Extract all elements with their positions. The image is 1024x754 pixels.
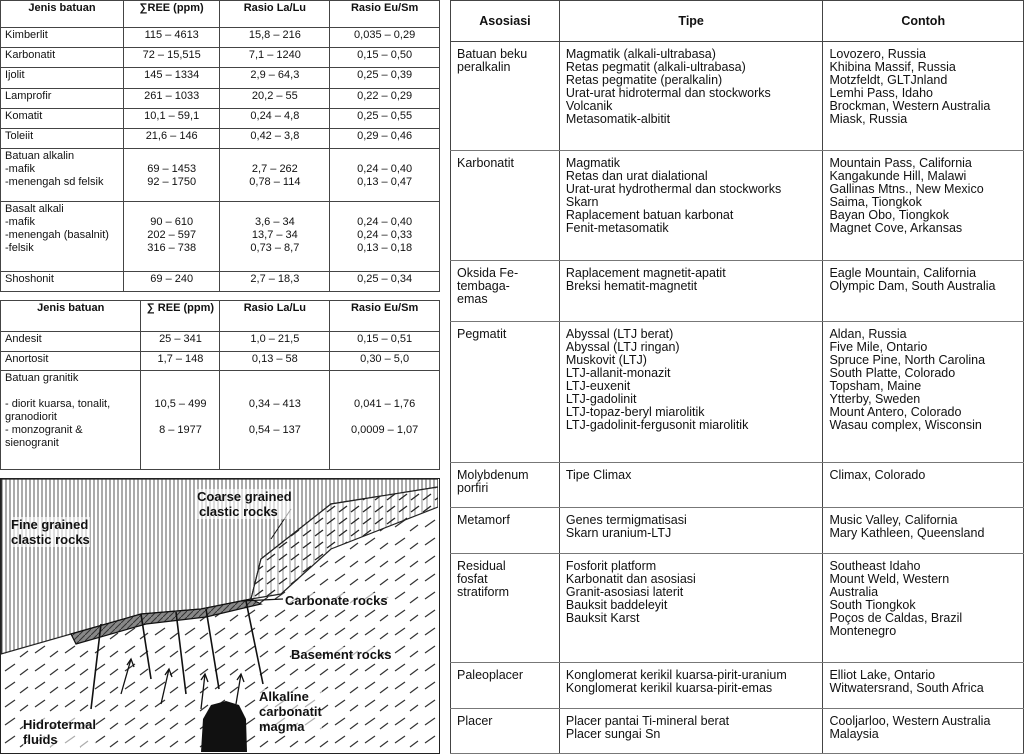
cell-jenis-line: Batuan granitik xyxy=(5,372,79,385)
col-header-jenis: Jenis batuan xyxy=(1,1,124,28)
cell-contoh-line: South Platte, Colorado xyxy=(829,365,956,380)
table-row xyxy=(1,129,440,149)
cell-tipe-line: Abyssal (LTJ ringan) xyxy=(565,339,680,354)
cell-contoh-line: Ytterby, Sweden xyxy=(829,391,921,406)
cell-tipe xyxy=(559,708,823,753)
cell-eusm xyxy=(330,88,440,108)
cell-eusm-line xyxy=(334,385,435,398)
cell-asosiasi-line: Oksida Fe- xyxy=(457,265,519,280)
cell-contoh-line: Miask, Russia xyxy=(829,112,908,126)
cell-tipe-line: Placer pantai Ti-mineral berat xyxy=(565,713,730,728)
col-header-eusm: Rasio Eu/Sm xyxy=(330,1,440,28)
cell-jenis-line: -mafik xyxy=(5,163,35,176)
cell-contoh-line: Topsham, Maine xyxy=(829,378,922,393)
cell-lalu-line xyxy=(224,203,325,216)
cell-ree-line: 10,1 – 59,1 xyxy=(144,109,200,122)
cell-jenis xyxy=(1,129,124,149)
cell-jenis xyxy=(1,351,141,371)
cell-tipe-line: Volcanik xyxy=(565,99,613,113)
cell-eusm-line: 0,24 – 0,33 xyxy=(357,229,413,242)
cell-tipe-line: Raplacement batuan karbonat xyxy=(565,208,734,223)
cell-jenis-line: Shoshonit xyxy=(5,272,54,285)
cell-contoh-line: South Tiongkok xyxy=(829,597,916,612)
cell-asosiasi-line: peralkalin xyxy=(457,60,511,74)
table-row xyxy=(451,708,1024,753)
cell-ree-line: 202 – 597 xyxy=(147,229,197,242)
cell-tipe-line: Retas dan urat dialational xyxy=(565,169,708,184)
cell-lalu xyxy=(220,351,330,371)
cell-contoh-line: Magnet Cove, Arkansas xyxy=(829,221,963,236)
cell-tipe-line: Retas pegmatit (alkali-ultrabasa) xyxy=(565,60,746,74)
cell-ree xyxy=(141,371,220,470)
cell-contoh-line: Kangakunde Hill, Malawi xyxy=(829,169,967,184)
cell-asosiasi-line: tembaga- xyxy=(457,278,510,293)
col-header-ree: ∑ REE (ppm) xyxy=(141,301,220,332)
cell-lalu-line: 2,9 – 64,3 xyxy=(250,69,300,82)
cell-contoh-line: Mary Kathleen, Queensland xyxy=(829,526,985,541)
label-fine-grained: Fine grained clastic rocks xyxy=(11,517,90,547)
cell-contoh-line: Five Mile, Ontario xyxy=(829,339,928,354)
table-row xyxy=(1,332,440,352)
cell-lalu-line: 2,7 – 262 xyxy=(251,163,298,176)
cell-lalu-line: 15,8 – 216 xyxy=(248,29,301,41)
cell-jenis-line: -felsik xyxy=(5,242,34,255)
cell-eusm-line: 0,041 – 1,76 xyxy=(354,398,416,411)
cell-jenis-line: -mafik xyxy=(5,216,35,229)
cell-lalu-line: 0,24 – 4,8 xyxy=(250,109,300,122)
cell-tipe-line: Muskovit (LTJ) xyxy=(565,352,647,367)
cell-lalu xyxy=(220,88,330,108)
cell-contoh xyxy=(823,321,1024,462)
cell-tipe-line: LTJ-euxenit xyxy=(565,378,631,393)
cell-asosiasi xyxy=(451,708,560,753)
cell-tipe-line: Genes termigmatisasi xyxy=(565,513,687,528)
cell-contoh-line: Music Valley, California xyxy=(829,513,958,528)
col-header-tipe: Tipe xyxy=(559,1,823,42)
cell-ree xyxy=(141,332,220,352)
cell-ree-line: 8 – 1977 xyxy=(159,424,202,437)
cell-lalu xyxy=(220,28,330,48)
cell-ree-line: 25 – 341 xyxy=(159,333,202,345)
cell-tipe-line: LTJ-gadolinit-fergusonit miarolitik xyxy=(565,417,749,432)
cell-jenis-line: Komatit xyxy=(5,109,43,122)
cell-lalu-line: 0,54 – 137 xyxy=(248,424,301,437)
table-header-row xyxy=(451,1,1024,42)
cell-contoh xyxy=(823,42,1024,151)
cell-tipe-line: Skarn uranium-LTJ xyxy=(565,526,672,541)
cell-jenis xyxy=(1,68,124,88)
col-header-lalu: Rasio La/Lu xyxy=(220,301,330,332)
cell-eusm-line xyxy=(334,150,435,163)
cell-jenis xyxy=(1,48,124,68)
carbonatite-geology-diagram xyxy=(0,478,440,754)
cell-tipe xyxy=(559,663,823,708)
cell-contoh-line: Brockman, Western Australia xyxy=(829,99,991,113)
col-header-jenis: Jenis batuan xyxy=(1,301,141,332)
table-row xyxy=(1,28,440,48)
cell-ree-line xyxy=(145,385,215,398)
table-row xyxy=(1,202,440,271)
table-row xyxy=(1,149,440,202)
cell-tipe-line: Konglomerat kerikil kuarsa-pirit-emas xyxy=(565,681,773,696)
label-alkaline-magma: Alkaline carbonatit magma xyxy=(259,689,322,734)
cell-tipe-line: Granit-asosiasi laterit xyxy=(565,584,684,599)
cell-jenis-line: Ijolit xyxy=(5,69,25,82)
cell-asosiasi xyxy=(451,663,560,708)
ree-deposit-table xyxy=(450,0,1024,754)
cell-tipe-line: LTJ-allanit-monazit xyxy=(565,365,671,380)
label-coarse-grained: Coarse grained clastic rocks xyxy=(197,489,292,519)
cell-eusm xyxy=(330,28,440,48)
cell-lalu xyxy=(220,108,330,128)
cell-contoh-line: Lovozero, Russia xyxy=(829,47,927,61)
cell-lalu-line: 0,13 – 58 xyxy=(251,352,298,365)
cell-ree-line xyxy=(145,411,215,424)
cell-tipe-line: Magmatik (alkali-ultrabasa) xyxy=(565,47,716,61)
cell-jenis-line: Batuan alkalin xyxy=(5,150,75,163)
cell-ree xyxy=(123,202,220,271)
cell-eusm-line: 0,13 – 0,47 xyxy=(357,176,413,189)
cell-tipe xyxy=(559,553,823,662)
cell-lalu xyxy=(220,68,330,88)
cell-jenis xyxy=(1,149,124,202)
cell-tipe-line: LTJ-topaz-beryl miarolitik xyxy=(565,404,705,419)
cell-tipe xyxy=(559,151,823,260)
cell-tipe-line: Raplacement magnetit-apatit xyxy=(565,265,726,280)
cell-contoh-line: Mount Antero, Colorado xyxy=(829,404,962,419)
cell-asosiasi-line: Residual xyxy=(457,558,506,573)
cell-lalu-line: 0,78 – 114 xyxy=(249,176,301,189)
cell-contoh-line: Bayan Obo, Tiongkok xyxy=(829,208,949,223)
cell-jenis-line xyxy=(5,385,136,398)
ree-table-1 xyxy=(0,0,440,292)
cell-contoh xyxy=(823,260,1024,321)
cell-tipe-line: Placer sungai Sn xyxy=(565,726,661,741)
cell-ree xyxy=(141,351,220,371)
table-row xyxy=(451,151,1024,260)
cell-tipe-line: Fosforit platform xyxy=(565,558,657,573)
table-row xyxy=(451,321,1024,462)
cell-jenis xyxy=(1,371,141,470)
cell-jenis-line: sienogranit xyxy=(5,437,59,450)
table-row xyxy=(1,108,440,128)
cell-eusm-line: 0,25 – 0,39 xyxy=(357,69,413,82)
cell-lalu-line: 3,6 – 34 xyxy=(254,216,295,229)
cell-jenis-line: - monzogranit & xyxy=(5,424,83,437)
cell-eusm-line: 0,0009 – 1,07 xyxy=(350,424,419,437)
cell-contoh-line: Montenegro xyxy=(829,623,897,638)
cell-contoh-line: Motzfeldt, GLTJnland xyxy=(829,73,948,87)
cell-eusm xyxy=(330,129,440,149)
cell-asosiasi-line: Batuan beku xyxy=(457,47,528,61)
cell-ree xyxy=(123,68,220,88)
cell-jenis-line: Karbonatit xyxy=(5,49,56,62)
cell-jenis-line: Lamprofir xyxy=(5,89,52,102)
cell-contoh xyxy=(823,508,1024,553)
cell-eusm-line: 0,035 – 0,29 xyxy=(354,29,416,41)
cell-eusm xyxy=(330,271,440,291)
cell-eusm-line: 0,25 – 0,34 xyxy=(357,272,413,285)
cell-tipe-line: Abyssal (LTJ berat) xyxy=(565,326,674,341)
cell-tipe-line: Metasomatik-albitit xyxy=(565,112,671,126)
cell-asosiasi-line: stratiform xyxy=(457,584,510,599)
cell-contoh-line: Climax, Colorado xyxy=(829,468,926,483)
cell-eusm-line xyxy=(334,411,435,424)
table-row xyxy=(451,553,1024,662)
col-header-contoh: Contoh xyxy=(823,1,1024,42)
cell-jenis xyxy=(1,28,124,48)
cell-lalu-line xyxy=(224,437,325,450)
cell-asosiasi xyxy=(451,260,560,321)
cell-lalu-line xyxy=(224,150,325,163)
cell-jenis xyxy=(1,271,124,291)
cell-ree xyxy=(123,108,220,128)
table-row xyxy=(1,48,440,68)
cell-lalu xyxy=(220,271,330,291)
label-carbonate-rocks: Carbonate rocks xyxy=(285,593,388,608)
cell-asosiasi-line: Placer xyxy=(457,713,493,728)
cell-eusm xyxy=(330,371,440,470)
ree-table-2 xyxy=(0,300,440,470)
cell-ree-line: 1,7 – 148 xyxy=(157,352,204,365)
cell-jenis-line: Kimberlit xyxy=(5,29,48,41)
col-header-lalu: Rasio La/Lu xyxy=(220,1,330,28)
cell-jenis-line: granodiorit xyxy=(5,411,57,424)
cell-eusm-line xyxy=(334,203,435,216)
cell-contoh-line: Mount Weld, Western xyxy=(829,571,950,586)
cell-asosiasi-line: Metamorf xyxy=(457,513,510,528)
cell-contoh-line: Poços de Caldas, Brazil xyxy=(829,610,963,625)
table-header-row xyxy=(1,301,440,332)
cell-eusm-line: 0,13 – 0,18 xyxy=(357,242,413,255)
cell-ree xyxy=(123,88,220,108)
cell-lalu-line: 2,7 – 18,3 xyxy=(250,272,300,285)
cell-tipe xyxy=(559,260,823,321)
cell-jenis xyxy=(1,332,141,352)
cell-contoh xyxy=(823,553,1024,662)
cell-lalu xyxy=(220,48,330,68)
cell-contoh-line: Lemhi Pass, Idaho xyxy=(829,86,933,100)
table-row xyxy=(451,508,1024,553)
cell-contoh-line: Cooljarloo, Western Australia xyxy=(829,713,991,728)
cell-ree-line xyxy=(145,437,215,450)
cell-ree-line: 92 – 1750 xyxy=(147,176,197,189)
cell-contoh xyxy=(823,151,1024,260)
cell-contoh xyxy=(823,663,1024,708)
cell-lalu xyxy=(220,202,330,271)
cell-lalu-line xyxy=(224,411,325,424)
cell-eusm-line: 0,29 – 0,46 xyxy=(357,130,413,143)
cell-asosiasi xyxy=(451,321,560,462)
cell-asosiasi-line: Paleoplacer xyxy=(457,668,524,683)
cell-asosiasi-line: fosfat xyxy=(457,571,488,586)
cell-contoh-line: Gallinas Mtns., New Mexico xyxy=(829,182,984,197)
cell-asosiasi-line: Pegmatit xyxy=(457,326,507,341)
cell-lalu-line xyxy=(224,372,325,385)
cell-eusm xyxy=(330,108,440,128)
cell-tipe-line: Magmatik xyxy=(565,156,621,171)
cell-ree-line: 90 – 610 xyxy=(150,216,194,229)
cell-ree-line: 316 – 738 xyxy=(147,242,197,255)
cell-lalu-line xyxy=(224,385,325,398)
cell-asosiasi xyxy=(451,508,560,553)
table-row xyxy=(451,463,1024,508)
col-header-ree: ∑REE (ppm) xyxy=(123,1,220,28)
cell-tipe xyxy=(559,463,823,508)
cell-lalu-line: 0,34 – 413 xyxy=(248,398,301,411)
cell-ree xyxy=(123,271,220,291)
col-header-asosiasi: Asosiasi xyxy=(451,1,560,42)
cell-ree-line: 21,6 – 146 xyxy=(145,130,198,143)
cell-ree-line xyxy=(128,203,216,216)
cell-ree-line: 72 – 15,515 xyxy=(142,49,201,62)
cell-lalu-line: 0,73 – 8,7 xyxy=(250,242,300,255)
cell-asosiasi xyxy=(451,151,560,260)
cell-eusm-line: 0,30 – 5,0 xyxy=(360,352,410,365)
cell-ree-line: 115 – 4613 xyxy=(144,29,199,41)
cell-asosiasi-line: porfiri xyxy=(457,481,489,496)
table-header-row xyxy=(1,1,440,28)
table-row xyxy=(451,42,1024,151)
cell-contoh-line: Aldan, Russia xyxy=(829,326,907,341)
cell-ree xyxy=(123,129,220,149)
table-row xyxy=(1,68,440,88)
cell-tipe-line: Konglomerat kerikil kuarsa-pirit-uranium xyxy=(565,668,787,683)
cell-lalu-line: 1,0 – 21,5 xyxy=(250,333,300,345)
cell-lalu xyxy=(220,129,330,149)
cell-tipe-line: Retas pegmatite (peralkalin) xyxy=(565,73,723,87)
cell-eusm-line xyxy=(334,372,435,385)
cell-ree-line: 10,5 – 499 xyxy=(154,398,207,411)
table-row xyxy=(1,88,440,108)
cell-contoh-line: Elliot Lake, Ontario xyxy=(829,668,936,683)
cell-jenis-line: -menengah (basalnit) xyxy=(5,229,109,242)
cell-tipe-line: Karbonatit dan asosiasi xyxy=(565,571,696,586)
cell-contoh-line: Wasau complex, Wisconsin xyxy=(829,417,982,432)
cell-contoh-line: Australia xyxy=(829,584,879,599)
cell-lalu-line: 20,2 – 55 xyxy=(251,89,298,102)
table-row xyxy=(1,271,440,291)
cell-eusm xyxy=(330,332,440,352)
cell-tipe xyxy=(559,321,823,462)
label-basement-rocks: Basement rocks xyxy=(291,647,392,662)
cell-lalu xyxy=(220,332,330,352)
cell-eusm-line: 0,15 – 0,51 xyxy=(357,333,413,345)
cell-jenis-line: - diorit kuarsa, tonalit, xyxy=(5,398,111,411)
cell-eusm xyxy=(330,351,440,371)
cell-jenis xyxy=(1,108,124,128)
cell-jenis-line: Toleiit xyxy=(5,130,34,143)
cell-ree-line: 69 – 240 xyxy=(150,272,194,285)
cell-tipe-line: Fenit-metasomatik xyxy=(565,221,669,236)
cell-ree-line: 145 – 1334 xyxy=(144,69,200,82)
cell-eusm xyxy=(330,68,440,88)
cell-tipe-line: Breksi hematit-magnetit xyxy=(565,278,698,293)
cell-asosiasi xyxy=(451,463,560,508)
table-row xyxy=(451,663,1024,708)
cell-lalu-line: 7,1 – 1240 xyxy=(248,49,301,62)
cell-ree xyxy=(123,149,220,202)
cell-jenis xyxy=(1,88,124,108)
cell-eusm-line: 0,15 – 0,50 xyxy=(357,49,413,62)
cell-jenis-line: -menengah sd felsik xyxy=(5,176,104,189)
cell-ree-line: 261 – 1033 xyxy=(144,89,200,102)
cell-lalu-line: 0,42 – 3,8 xyxy=(250,130,300,143)
cell-jenis-line: Basalt alkali xyxy=(5,203,64,216)
label-hydrothermal-fluids: Hidrotermal fluids xyxy=(23,717,96,747)
cell-contoh-line: Saima, Tiongkok xyxy=(829,195,922,210)
cell-asosiasi-line: emas xyxy=(457,291,488,306)
cell-ree-line xyxy=(145,372,215,385)
cell-ree xyxy=(123,48,220,68)
cell-eusm xyxy=(330,202,440,271)
cell-contoh-line: Mountain Pass, California xyxy=(829,156,972,171)
cell-contoh-line: Eagle Mountain, California xyxy=(829,265,977,280)
cell-eusm-line: 0,22 – 0,29 xyxy=(357,89,413,102)
cell-contoh-line: Witwatersrand, South Africa xyxy=(829,681,984,696)
table-row xyxy=(451,260,1024,321)
cell-asosiasi-line: Molybdenum xyxy=(457,468,529,483)
cell-tipe-line: Tipe Climax xyxy=(565,468,632,483)
cell-contoh-line: Khibina Massif, Russia xyxy=(829,60,956,74)
cell-eusm-line: 0,25 – 0,55 xyxy=(357,109,413,122)
cell-lalu xyxy=(220,371,330,470)
col-header-eusm: Rasio Eu/Sm xyxy=(330,301,440,332)
cell-tipe xyxy=(559,42,823,151)
cell-lalu xyxy=(220,149,330,202)
cell-contoh-line: Southeast Idaho xyxy=(829,558,921,573)
cell-eusm-line: 0,24 – 0,40 xyxy=(357,216,413,229)
cell-tipe-line: Urat-urat hydrothermal dan stockworks xyxy=(565,182,782,197)
cell-eusm xyxy=(330,149,440,202)
cell-tipe-line: LTJ-gadolinit xyxy=(565,391,637,406)
cell-contoh xyxy=(823,708,1024,753)
cell-jenis-line: Andesit xyxy=(5,333,42,345)
cell-eusm-line: 0,24 – 0,40 xyxy=(357,163,413,176)
cell-tipe xyxy=(559,508,823,553)
cell-tipe-line: Bauksit baddeleyit xyxy=(565,597,668,612)
cell-tipe-line: Bauksit Karst xyxy=(565,610,640,625)
cell-asosiasi xyxy=(451,553,560,662)
cell-eusm-line xyxy=(334,437,435,450)
cell-eusm xyxy=(330,48,440,68)
cell-asosiasi xyxy=(451,42,560,151)
cell-contoh-line: Olympic Dam, South Australia xyxy=(829,278,996,293)
cell-tipe-line: Urat-urat hidrotermal dan stockworks xyxy=(565,86,771,100)
cell-ree xyxy=(123,28,220,48)
cell-jenis xyxy=(1,202,124,271)
table-row xyxy=(1,351,440,371)
cell-contoh xyxy=(823,463,1024,508)
cell-contoh-line: Malaysia xyxy=(829,726,879,741)
cell-contoh-line: Spruce Pine, North Carolina xyxy=(829,352,986,367)
cell-tipe-line: Skarn xyxy=(565,195,599,210)
cell-jenis-line: Anortosit xyxy=(5,352,49,365)
cell-asosiasi-line: Karbonatit xyxy=(457,156,514,171)
table-row xyxy=(1,371,440,470)
cell-lalu-line: 13,7 – 34 xyxy=(251,229,298,242)
cell-ree-line: 69 – 1453 xyxy=(147,163,197,176)
cell-ree-line xyxy=(128,150,216,163)
